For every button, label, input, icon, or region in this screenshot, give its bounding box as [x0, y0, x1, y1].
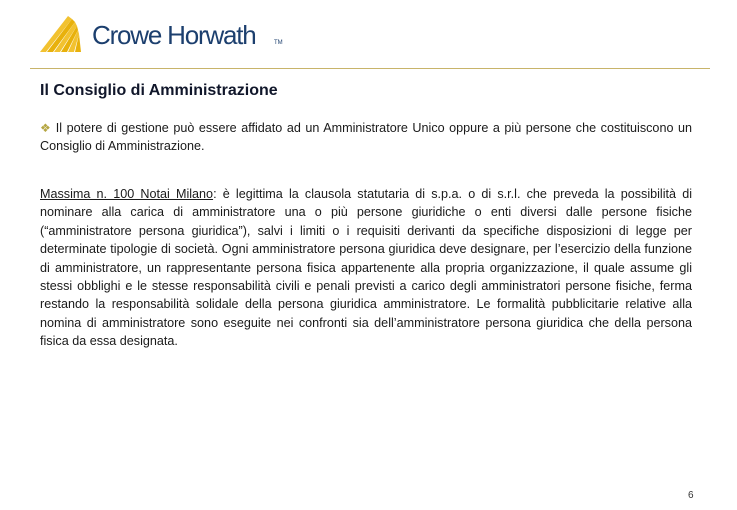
- diamond-bullet-icon: ❖: [40, 121, 52, 135]
- brand-name: Crowe Horwath: [92, 20, 256, 50]
- bullet-paragraph: [40, 119, 692, 155]
- body-text: : è legittima la clausola statutaria di s.p.a. o di s.r.l. che preveda la possibilità di nominare alla carica di amministratore una o più persone giuridiche o enti diversi dalle persone fisiche (“amministratore persona giuridica”), salvi i limiti o i requisiti derivanti da specifiche disposizioni di legge per determinate tipologie di società. Ogni amministratore persona giuridica deve designare, per l’esercizio della funzione di amministratore, un rappresentante persona fisica appartenente alla propria organizzazione, il quale assume gli stessi obblighi e le stesse responsabilità civili e penali previsti a carico degli amministratori persone fisiche, ferma restando la responsabilità solidale della persona giuridica amministratore. Le formalità pubblicitarie relative alla nomina di amministratore sono eseguite nei confronti sia dell’amministratore persona giuridica che della persona fisica da essa designata.: [40, 187, 692, 349]
- crowe-fan-logo-icon: [38, 14, 84, 54]
- header-divider: [30, 68, 710, 69]
- body-paragraph: [40, 185, 692, 351]
- brand-logo: [38, 14, 288, 56]
- bullet-text: Il potere di gestione può essere affidato ad un Amministratore Unico oppure a più persone che costituiscono un Consiglio di Amministrazione.: [40, 121, 692, 153]
- trademark-mark: TM: [274, 40, 283, 46]
- reference-link: Massima n. 100 Notai Milano: [40, 187, 214, 201]
- page-number: 6: [688, 490, 694, 501]
- page-title: Il Consiglio di Amministrazione: [40, 82, 278, 99]
